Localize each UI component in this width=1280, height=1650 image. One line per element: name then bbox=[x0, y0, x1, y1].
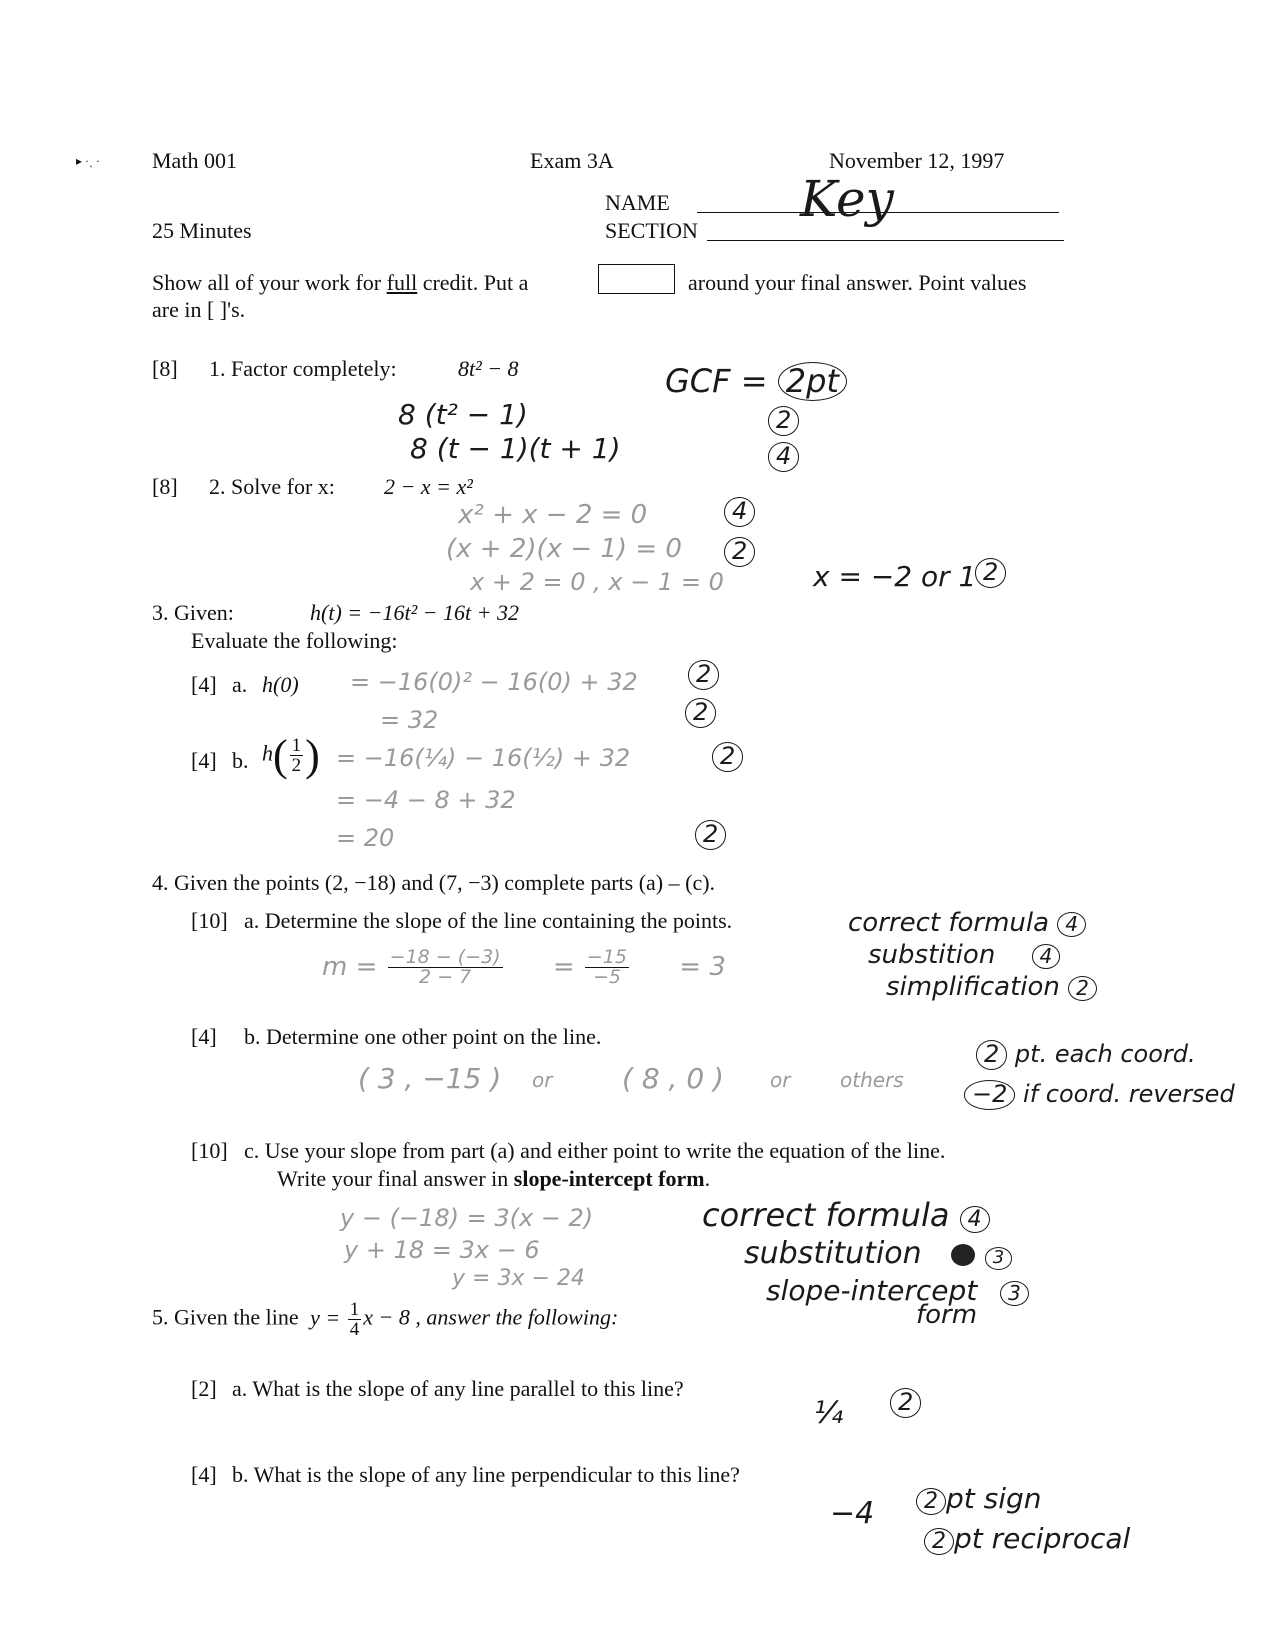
q4b-work-others: others bbox=[840, 1068, 904, 1092]
scan-mark: ▸ ·ˏ · bbox=[76, 154, 101, 168]
q5b-grading-sign: 2 pt sign bbox=[916, 1482, 1042, 1515]
q5b-points: [4] bbox=[191, 1462, 217, 1487]
q4b-work-2: ( 8 , 0 ) bbox=[622, 1062, 724, 1095]
q4a-work: m = $\frac{-18 - (-3)}{2 - 7}$ = $\frac{-15}{-5}$ = 3 bbox=[322, 946, 726, 988]
q1-work-1: 8 (t² − 1) bbox=[398, 398, 528, 431]
section-line bbox=[707, 240, 1064, 241]
q3a-points: [4] bbox=[191, 672, 217, 697]
q4c-work-1: y − (−18) = 3(x − 2) bbox=[340, 1204, 594, 1232]
q2-answer: x = −2 or 1 bbox=[813, 560, 977, 593]
q4-text: 4. Given the points (2, −18) and (7, −3) complete parts (a) – (c). bbox=[152, 870, 716, 895]
q3b-label: b. bbox=[232, 748, 249, 773]
q4c-grading-slope-intercept: slope-intercept 3 bbox=[766, 1274, 1029, 1307]
q1-points: [8] bbox=[152, 356, 178, 381]
q3b-work-2: = −4 − 8 + 32 bbox=[336, 786, 516, 814]
q3-expression: h(t) = −16t² − 16t + 32 bbox=[310, 600, 519, 625]
q2-work-1: x² + x − 2 = 0 bbox=[458, 500, 648, 530]
q4a-grading-formula: correct formula 4 bbox=[848, 908, 1086, 938]
q1-text: 1. Factor completely: bbox=[209, 356, 397, 381]
q3a-grading-1: 2 bbox=[688, 660, 719, 690]
q4c-text: c. Use your slope from part (a) and either point to write the equation of the line. bbox=[244, 1138, 946, 1163]
q2-work-3: x + 2 = 0 , x − 1 = 0 bbox=[470, 568, 724, 596]
exam-title: Exam 3A bbox=[530, 148, 614, 173]
course-title: Math 001 bbox=[152, 148, 237, 173]
signature-key: Key bbox=[800, 170, 894, 228]
q5b-grading-reciprocal: 2 pt reciprocal bbox=[924, 1522, 1130, 1555]
q3a-work-2: = 32 bbox=[380, 706, 439, 734]
q2-text: 2. Solve for x: bbox=[209, 474, 335, 499]
q4b-work-or-1: or bbox=[532, 1068, 553, 1092]
q4b-work-or-2: or bbox=[770, 1068, 791, 1092]
q4b-points: [4] bbox=[191, 1024, 217, 1049]
name-label: NAME bbox=[605, 190, 670, 215]
answer-box-sample bbox=[598, 264, 675, 294]
q3b-work-1: = −16(¼) − 16(½) + 32 bbox=[336, 744, 631, 772]
q1-expression: 8t² − 8 bbox=[458, 356, 519, 381]
q3b-points: [4] bbox=[191, 748, 217, 773]
q4c-points: [10] bbox=[191, 1138, 228, 1163]
q2-grading-2a: 2 bbox=[724, 537, 755, 567]
instructions-line-3: are in [ ]'s. bbox=[152, 297, 246, 322]
q4c-grading-substitution: substitution 3 bbox=[744, 1236, 1012, 1271]
q3a-work-1: = −16(0)² − 16(0) + 32 bbox=[350, 668, 638, 696]
q4c-work-2: y + 18 = 3x − 6 bbox=[344, 1236, 540, 1264]
q1-grading-4: 4 bbox=[768, 442, 799, 472]
q4b-work-1: ( 3 , −15 ) bbox=[358, 1062, 502, 1095]
q5a-text: a. What is the slope of any line parallel to this line? bbox=[232, 1376, 684, 1401]
q5-text: 5. Given the line y = $\frac{1}{4}$ x − 8 , answer the following: bbox=[152, 1299, 619, 1340]
q4a-grading-substitution: substition 4 bbox=[868, 940, 1060, 970]
q1-grading-gcf: GCF = 2pt bbox=[665, 362, 847, 401]
q3b-grading-2: 2 bbox=[695, 820, 726, 850]
q3-text: 3. Given: bbox=[152, 600, 234, 625]
q4a-text: a. Determine the slope of the line containing the points. bbox=[244, 908, 733, 933]
q3-subtext: Evaluate the following: bbox=[191, 628, 398, 653]
q2-grading-4: 4 bbox=[724, 497, 755, 527]
q1-grading-2: 2 bbox=[768, 406, 799, 436]
q5b-text: b. What is the slope of any line perpendicular to this line? bbox=[232, 1462, 740, 1487]
q4b-text: b. Determine one other point on the line. bbox=[244, 1024, 602, 1049]
q4c-text-2: Write your final answer in slope-intercept form. bbox=[277, 1166, 711, 1191]
q3a-expression: h(0) bbox=[262, 672, 299, 697]
instructions-line-2: around your final answer. Point values bbox=[688, 270, 1027, 295]
q4c-grading-form: form bbox=[916, 1300, 978, 1330]
q2-grading-2b: 2 bbox=[975, 558, 1006, 588]
q3b-work-3: = 20 bbox=[336, 824, 395, 852]
q5b-answer: −4 bbox=[830, 1496, 875, 1531]
q2-points: [8] bbox=[152, 474, 178, 499]
q2-expression: 2 − x = x² bbox=[384, 474, 473, 499]
q5a-answer: ¼ bbox=[814, 1396, 844, 1431]
q1-work-2: 8 (t − 1)(t + 1) bbox=[410, 432, 621, 465]
q5a-points: [2] bbox=[191, 1376, 217, 1401]
q3b-grading-1: 2 bbox=[712, 742, 743, 772]
q2-work-2: (x + 2)(x − 1) = 0 bbox=[446, 534, 682, 564]
q4b-grading-each: 2 pt. each coord. bbox=[976, 1040, 1196, 1070]
q3a-label: a. bbox=[232, 672, 248, 697]
exam-date: November 12, 1997 bbox=[829, 148, 1005, 173]
instructions-line-1: Show all of your work for full credit. Put a bbox=[152, 270, 529, 295]
exam-duration: 25 Minutes bbox=[152, 218, 252, 243]
q4a-grading-simplification: simplification 2 bbox=[886, 972, 1097, 1002]
q4c-grading-formula: correct formula 4 bbox=[702, 1196, 990, 1234]
q5a-grading: 2 bbox=[890, 1388, 921, 1418]
q3a-grading-2: 2 bbox=[685, 698, 716, 728]
q3b-expression: h( $\frac{1}{2}$ ) bbox=[262, 731, 320, 780]
section-label: SECTION bbox=[605, 218, 698, 243]
q4c-work-3: y = 3x − 24 bbox=[452, 1266, 585, 1291]
q4b-grading-reversed: −2 if coord. reversed bbox=[964, 1080, 1235, 1110]
q4a-points: [10] bbox=[191, 908, 228, 933]
